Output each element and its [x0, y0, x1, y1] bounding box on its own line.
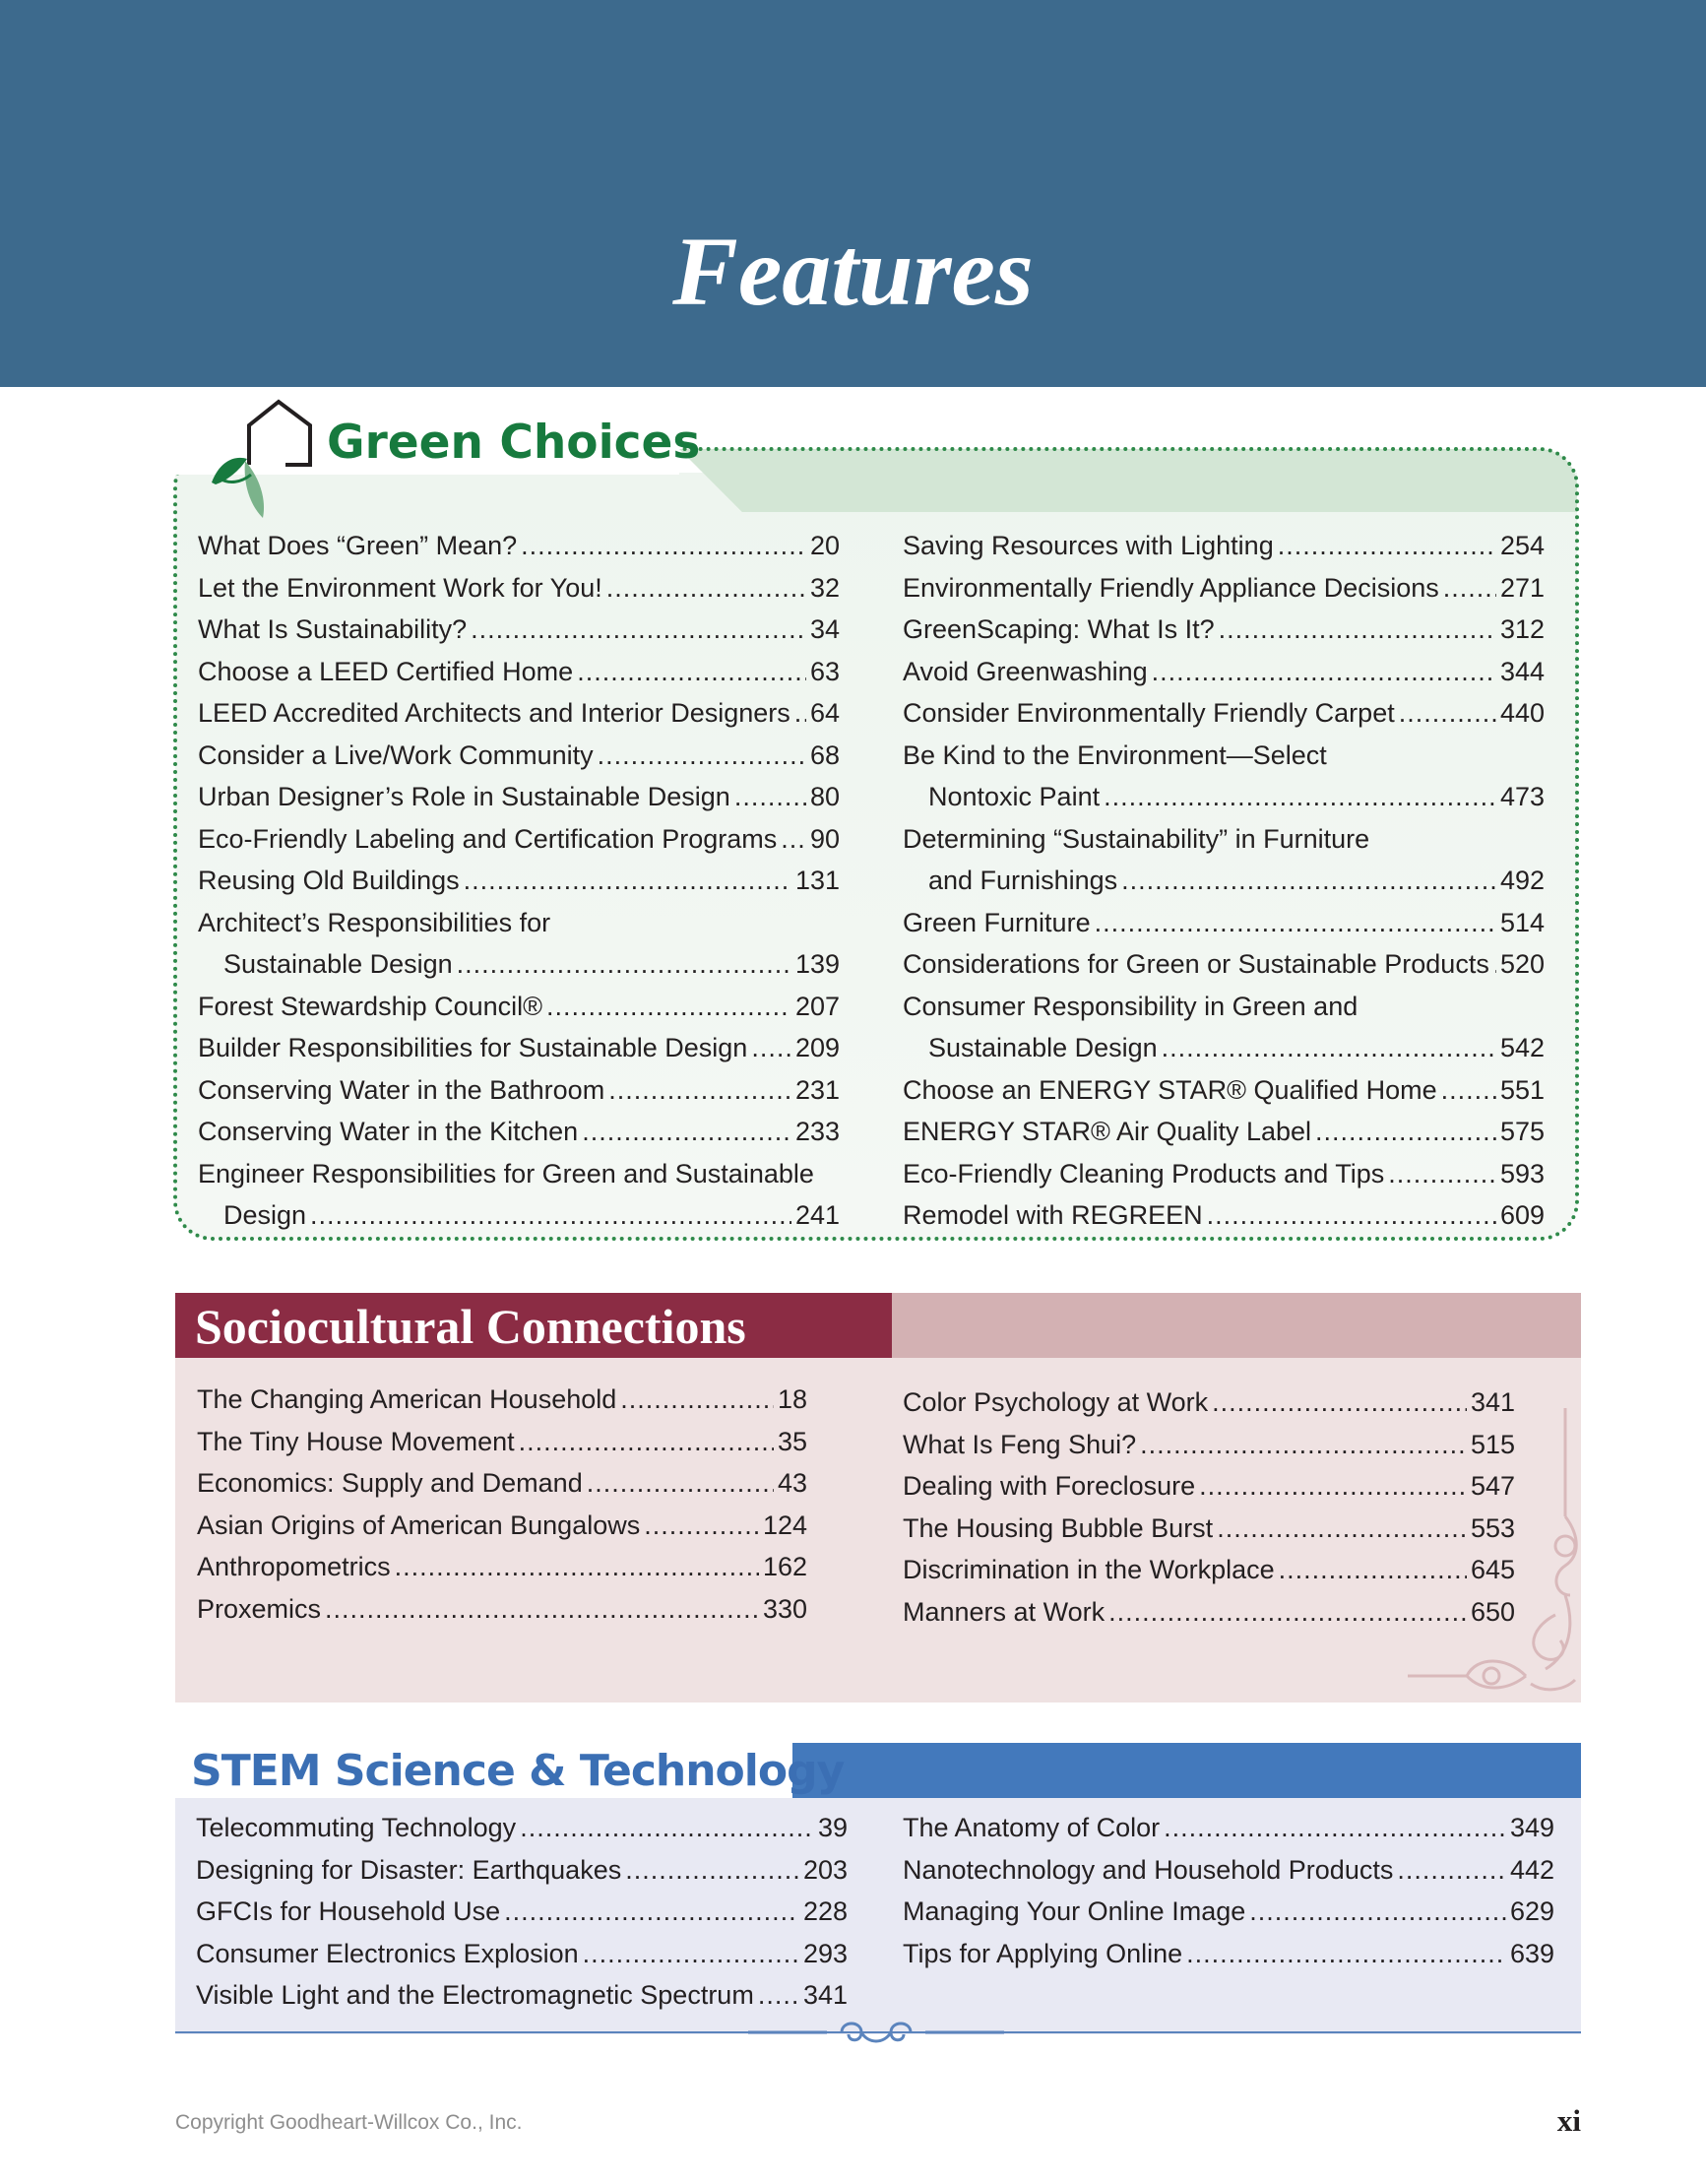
toc-entry	[903, 1381, 1515, 1424]
toc-dot-leader	[1278, 525, 1496, 567]
toc-entry-title: Environmentally Friendly Appliance Decisions	[903, 572, 1439, 603]
toc-entry	[903, 1549, 1515, 1591]
toc-entry-title: Architect’s Responsibilities for	[198, 907, 551, 937]
toc-entry	[903, 1807, 1554, 1849]
toc-entry-title: Dealing with Foreclosure	[903, 1471, 1196, 1501]
toc-entry	[903, 1111, 1545, 1153]
toc-dot-leader	[582, 1111, 791, 1153]
toc-dot-leader	[519, 1421, 774, 1463]
toc-dot-leader	[1279, 1549, 1467, 1591]
toc-entry	[903, 1027, 1545, 1069]
toc-entry-title: Choose an ENERGY STAR® Qualified Home	[903, 1074, 1437, 1105]
toc-entry	[903, 1069, 1545, 1112]
scroll-ornament-icon	[748, 2015, 1004, 2050]
toc-dot-leader	[1399, 692, 1496, 735]
toc-dot-leader	[1443, 567, 1496, 610]
toc-dot-leader	[310, 1194, 791, 1237]
toc-entry-page: 124	[762, 1510, 807, 1540]
toc-entry-page: 271	[1499, 572, 1545, 603]
stem-left-list	[196, 1807, 848, 2017]
green-choices-right-list	[903, 525, 1545, 1237]
sociocultural-right-list	[903, 1381, 1515, 1633]
toc-entry-title: Consider a Live/Work Community	[198, 739, 594, 770]
toc-entry-title: Remodel with REGREEN	[903, 1200, 1203, 1230]
toc-entry-title: Let the Environment Work for You!	[198, 572, 602, 603]
toc-entry-page: 228	[802, 1896, 848, 1926]
toc-entry-title: Sustainable Design	[223, 949, 453, 979]
toc-entry	[903, 525, 1545, 567]
toc-entry	[903, 1194, 1545, 1237]
toc-entry-title: Nanotechnology and Household Products	[903, 1854, 1394, 1885]
toc-entry-page: 515	[1470, 1429, 1515, 1459]
toc-dot-leader	[598, 735, 806, 777]
toc-entry-page: 330	[762, 1593, 807, 1624]
toc-dot-leader	[1095, 902, 1496, 944]
page-title: Features	[672, 217, 1034, 326]
toc-entry	[198, 818, 840, 861]
toc-dot-leader	[1108, 1591, 1467, 1634]
toc-entry	[903, 692, 1545, 735]
toc-entry-title: Managing Your Online Image	[903, 1896, 1246, 1926]
toc-entry	[903, 567, 1545, 610]
toc-entry-title: and Furnishings	[928, 866, 1118, 895]
toc-entry	[198, 1153, 840, 1195]
toc-entry-page: 593	[1499, 1158, 1545, 1188]
toc-entry-page: 20	[809, 531, 840, 560]
toc-dot-leader	[1249, 1891, 1506, 1933]
toc-entry-title: Engineer Responsibilities for Green and Sustainable	[198, 1158, 814, 1188]
toc-entry-title: GFCIs for Household Use	[196, 1896, 501, 1926]
toc-entry	[903, 943, 1545, 986]
toc-entry-title: Nontoxic Paint	[928, 782, 1101, 811]
toc-entry-page: 547	[1470, 1471, 1515, 1501]
toc-dot-leader	[1162, 1027, 1496, 1069]
copyright-notice: Copyright Goodheart-Willcox Co., Inc.	[175, 2111, 523, 2134]
toc-dot-leader	[1397, 1849, 1506, 1892]
toc-entry	[903, 1591, 1515, 1634]
toc-entry	[198, 776, 840, 818]
toc-entry-page: 473	[1499, 782, 1545, 811]
sociocultural-left-list	[197, 1379, 807, 1630]
toc-entry-title: GreenScaping: What Is It?	[903, 614, 1215, 644]
toc-entry-page: 43	[777, 1468, 807, 1498]
toc-entry-title: Eco-Friendly Labeling and Certification Programs	[198, 823, 778, 854]
toc-entry	[196, 1933, 848, 1975]
toc-entry	[198, 609, 840, 651]
toc-entry-page: 39	[817, 1813, 848, 1842]
toc-entry	[198, 986, 840, 1028]
toc-entry	[903, 1849, 1554, 1892]
toc-entry-title: ENERGY STAR® Air Quality Label	[903, 1117, 1312, 1146]
toc-entry-page: 34	[809, 614, 840, 644]
toc-entry-page: 241	[794, 1200, 840, 1230]
toc-entry-page: 341	[802, 1980, 848, 2010]
toc-entry-page: 63	[809, 656, 840, 686]
toc-dot-leader	[1199, 1465, 1467, 1508]
toc-dot-leader	[457, 943, 791, 986]
toc-entry-page: 207	[794, 991, 840, 1021]
toc-entry-title: Consider Environmentally Friendly Carpet	[903, 698, 1395, 728]
toc-entry-title: Avoid Greenwashing	[903, 656, 1148, 686]
toc-entry-title: Reusing Old Buildings	[198, 866, 460, 895]
stem-right-list	[903, 1807, 1554, 1974]
toc-entry-page: 609	[1499, 1200, 1545, 1230]
toc-dot-leader	[395, 1546, 759, 1588]
toc-entry-title: Choose a LEED Certified Home	[198, 656, 574, 686]
toc-dot-leader	[620, 1379, 774, 1421]
toc-entry-title: LEED Accredited Architects and Interior Designers	[198, 698, 790, 728]
toc-entry-page: 80	[809, 782, 840, 811]
toc-entry-page: 650	[1470, 1596, 1515, 1627]
toc-entry-title: Visible Light and the Electromagnetic Spectrum	[196, 1980, 754, 2010]
sociocultural-header-bar	[892, 1293, 1581, 1358]
toc-entry-title: Discrimination in the Workplace	[903, 1555, 1275, 1584]
house-leaf-icon	[202, 396, 320, 524]
toc-entry	[196, 1807, 848, 1849]
toc-dot-leader	[521, 525, 806, 567]
toc-dot-leader	[464, 860, 791, 902]
toc-entry-page: 520	[1499, 949, 1545, 979]
toc-entry-title: What Is Feng Shui?	[903, 1429, 1137, 1459]
toc-entry	[903, 1424, 1515, 1466]
toc-entry	[903, 735, 1545, 777]
toc-entry-page: 575	[1499, 1117, 1545, 1146]
toc-entry	[197, 1421, 807, 1463]
toc-entry	[903, 1891, 1554, 1933]
toc-dot-leader	[325, 1588, 759, 1631]
toc-entry-page: 203	[802, 1854, 848, 1885]
toc-dot-leader	[1104, 776, 1496, 818]
toc-entry-page: 341	[1470, 1387, 1515, 1417]
toc-entry-title: Economics: Supply and Demand	[197, 1468, 583, 1498]
toc-entry-page: 312	[1499, 614, 1545, 644]
toc-entry-title: Asian Origins of American Bungalows	[197, 1510, 641, 1540]
toc-entry	[196, 1974, 848, 2017]
toc-entry	[198, 1111, 840, 1153]
toc-entry-page: 645	[1470, 1555, 1515, 1584]
toc-entry-title: The Housing Bubble Burst	[903, 1512, 1214, 1543]
toc-dot-leader	[734, 776, 806, 818]
toc-entry-page: 629	[1509, 1896, 1554, 1926]
toc-entry-page: 514	[1499, 907, 1545, 937]
toc-dot-leader	[1152, 651, 1496, 693]
toc-entry-page: 90	[809, 823, 840, 854]
toc-entry-title: Consumer Responsibility in Green and	[903, 991, 1358, 1021]
toc-entry-title: Builder Responsibilities for Sustainable Design	[198, 1033, 748, 1062]
toc-entry-title: Urban Designer’s Role in Sustainable Design	[198, 782, 730, 811]
stem-title: STEM Science & Technology	[191, 1746, 845, 1796]
toc-dot-leader	[583, 1933, 799, 1975]
toc-dot-leader	[504, 1891, 799, 1933]
toc-dot-leader	[606, 567, 806, 610]
toc-entry	[198, 943, 840, 986]
toc-dot-leader	[577, 651, 806, 693]
toc-entry	[903, 1508, 1515, 1550]
toc-entry-page: 18	[777, 1384, 807, 1414]
toc-entry	[903, 776, 1545, 818]
toc-entry-title: Saving Resources with Lighting	[903, 531, 1274, 560]
toc-entry-title: The Tiny House Movement	[197, 1426, 515, 1456]
toc-entry	[903, 1465, 1515, 1508]
toc-entry-title: What Does “Green” Mean?	[198, 531, 518, 560]
toc-dot-leader	[1186, 1933, 1506, 1975]
toc-entry	[903, 651, 1545, 693]
toc-entry	[198, 735, 840, 777]
toc-entry-title: Green Furniture	[903, 907, 1091, 937]
toc-entry	[198, 525, 840, 567]
toc-entry-title: Color Psychology at Work	[903, 1387, 1209, 1417]
toc-entry-title: Tips for Applying Online	[903, 1938, 1183, 1968]
sociocultural-title: Sociocultural Connections	[195, 1299, 746, 1354]
toc-entry-title: The Anatomy of Color	[903, 1813, 1161, 1842]
toc-entry-title: Forest Stewardship Council®	[198, 991, 543, 1021]
toc-dot-leader	[546, 986, 791, 1028]
toc-entry-page: 32	[809, 572, 840, 603]
toc-entry-page: 233	[794, 1117, 840, 1146]
toc-dot-leader	[758, 1974, 799, 2017]
toc-entry-title: What Is Sustainability?	[198, 614, 468, 644]
toc-entry	[198, 902, 840, 944]
toc-entry-title: Sustainable Design	[928, 1033, 1158, 1062]
toc-entry	[198, 1069, 840, 1112]
green-choices-title: Green Choices	[327, 416, 701, 470]
toc-entry-title: Telecommuting Technology	[196, 1813, 517, 1842]
toc-entry-title: Consumer Electronics Explosion	[196, 1938, 579, 1968]
toc-entry-page: 293	[802, 1938, 848, 1968]
toc-entry	[903, 1153, 1545, 1195]
toc-entry-page: 139	[794, 949, 840, 979]
toc-entry	[903, 1933, 1554, 1975]
toc-entry-title: Designing for Disaster: Earthquakes	[196, 1854, 622, 1885]
page-number: xi	[1556, 2103, 1581, 2138]
toc-entry	[197, 1462, 807, 1505]
toc-dot-leader	[644, 1505, 759, 1547]
toc-dot-leader	[1217, 1508, 1467, 1550]
toc-entry-title: Manners at Work	[903, 1596, 1106, 1627]
toc-entry-title: Proxemics	[197, 1593, 322, 1624]
toc-dot-leader	[1164, 1807, 1506, 1849]
toc-entry	[196, 1849, 848, 1892]
toc-entry	[197, 1588, 807, 1631]
toc-dot-leader	[1219, 609, 1496, 651]
toc-entry-page: 35	[777, 1426, 807, 1456]
toc-dot-leader	[471, 609, 806, 651]
toc-entry-page: 254	[1499, 531, 1545, 560]
toc-entry-page: 440	[1499, 698, 1545, 728]
toc-entry-page: 64	[809, 698, 840, 728]
toc-dot-leader	[587, 1462, 774, 1505]
toc-entry-page: 492	[1499, 866, 1545, 895]
toc-entry	[198, 567, 840, 610]
toc-entry	[198, 860, 840, 902]
toc-entry-page: 231	[794, 1074, 840, 1105]
toc-entry	[903, 818, 1545, 861]
toc-entry-title: Be Kind to the Environment—Select	[903, 739, 1327, 770]
toc-entry-page: 553	[1470, 1512, 1515, 1543]
toc-entry-title: Considerations for Green or Sustainable Products	[903, 949, 1489, 979]
toc-dot-leader	[520, 1807, 814, 1849]
toc-entry	[196, 1891, 848, 1933]
toc-entry-page: 349	[1509, 1813, 1554, 1842]
toc-entry-page: 442	[1509, 1854, 1554, 1885]
toc-entry-page: 162	[762, 1552, 807, 1581]
toc-dot-leader	[1207, 1194, 1496, 1237]
toc-entry-title: Conserving Water in the Kitchen	[198, 1117, 579, 1146]
toc-dot-leader	[625, 1849, 799, 1892]
toc-entry	[197, 1546, 807, 1588]
toc-entry-page: 131	[794, 866, 840, 895]
toc-dot-leader	[1388, 1153, 1496, 1195]
toc-entry	[198, 692, 840, 735]
toc-entry-page: 639	[1509, 1938, 1554, 1968]
header-band	[0, 0, 1706, 387]
toc-dot-leader	[608, 1069, 791, 1112]
toc-entry-page: 344	[1499, 656, 1545, 686]
toc-dot-leader	[794, 692, 806, 735]
toc-entry	[903, 609, 1545, 651]
toc-entry-page: 68	[809, 739, 840, 770]
green-choices-left-list	[198, 525, 840, 1237]
toc-dot-leader	[751, 1027, 791, 1069]
toc-entry	[198, 651, 840, 693]
toc-entry-title: Determining “Sustainability” in Furniture	[903, 823, 1370, 854]
toc-entry	[197, 1379, 807, 1421]
toc-dot-leader	[781, 818, 806, 861]
toc-entry	[197, 1505, 807, 1547]
toc-entry-title: Eco-Friendly Cleaning Products and Tips	[903, 1158, 1385, 1188]
toc-entry-title: Conserving Water in the Bathroom	[198, 1074, 605, 1105]
toc-dot-leader	[1315, 1111, 1496, 1153]
toc-entry	[198, 1194, 840, 1237]
toc-dot-leader	[1441, 1069, 1496, 1112]
toc-entry	[198, 1027, 840, 1069]
toc-dot-leader	[1493, 943, 1496, 986]
toc-entry-page: 542	[1499, 1033, 1545, 1062]
toc-entry	[903, 902, 1545, 944]
toc-dot-leader	[1121, 860, 1496, 902]
toc-entry-page: 551	[1499, 1074, 1545, 1105]
toc-entry-title: The Changing American Household	[197, 1384, 617, 1414]
toc-entry	[903, 986, 1545, 1028]
toc-entry	[903, 860, 1545, 902]
toc-entry-title: Anthropometrics	[197, 1552, 391, 1581]
toc-entry-title: Design	[223, 1200, 307, 1230]
stem-header-bar	[792, 1743, 1581, 1798]
toc-dot-leader	[1212, 1381, 1467, 1424]
toc-entry-page: 209	[794, 1033, 840, 1062]
toc-dot-leader	[1140, 1424, 1467, 1466]
